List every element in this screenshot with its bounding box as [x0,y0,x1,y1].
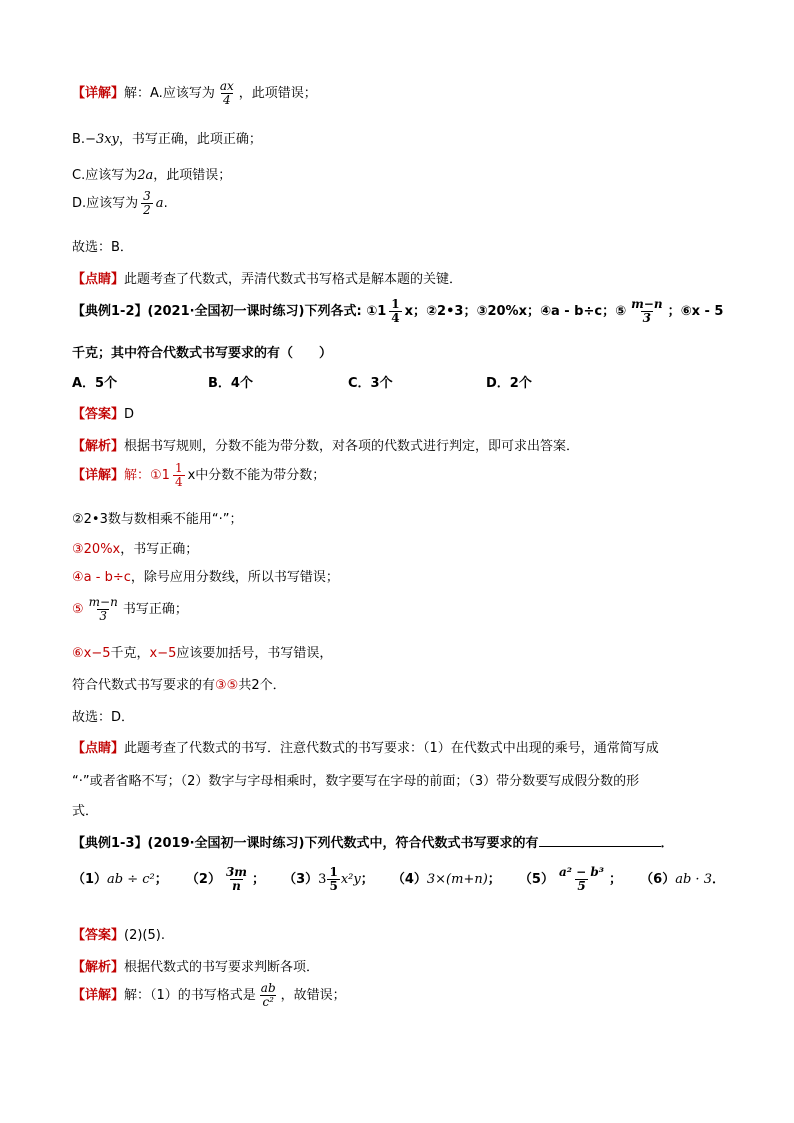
option-b: B．4个 [208,376,253,391]
example-1-3-options: （1）ab ÷ c²； （2） $\frac{3m}{n}$ ； （3） 3 $\frac{1}{5}$ x²y ； （4）3×(m+n)； （5） $\frac{\text{a² − b³}}{5}$ ； （6）ab · 3． [72,865,725,893]
detail-line-final: 【详解】解：（1）的书写格式是 $\frac{ab}{\text{c²}}$ ，故错误； [72,981,346,1009]
point-line-3: 式． [72,804,99,819]
analysis-line: 【解析】根据书写规则，分数不能为带分数，对各项的代数式进行判定，即可求出答案． [72,439,580,454]
fraction: $\frac{3}{2}$ [143,189,151,217]
fraction: $\frac{m-n}{3}$ [631,297,663,325]
option-c: C．3个 [348,376,393,391]
answer-line: 【答案】D [72,407,135,422]
choice-line: 故选：B． [72,240,133,255]
fraction: $\frac{\text{a² − b³}}{5}$ [558,865,605,893]
mixed-fraction: $\frac{1}{4}$ [391,297,400,325]
point-line: 【点睛】此题考查了代数式，弄清代数式书写格式是解本题的关键． [72,272,463,287]
detail-line-a: 【详解】解：A.应该写为 $\frac{ax}{4}$ ，此项错误； [72,79,317,107]
detail-line-2: ②2•3数与数相乘不能用“·”； [72,512,243,527]
detail-tag: 【详解】 [72,86,125,101]
fraction: $\frac{m-n}{3}$ [88,595,118,623]
example-1-2-header: 【典例1-2】(2021·全国初一课时练习)下列各式: ①1 $\frac{1}{4}$ x；②2•3；③20%x；④a - b÷c；⑤ $\frac{m-n}{3}$ ；⑥x - 5 [72,297,724,325]
fraction: $\frac{ab}{\text{c²}}$ [260,981,276,1009]
detail-line-3: ③20%x，书写正确； [72,542,199,557]
mixed-fraction: 3 $\frac{1}{5}$ x²y [318,865,361,893]
detail-line-c: C.应该写为2a，此项错误； [72,168,232,183]
example-1-3-header: 【典例1-3】(2019·全国初一课时练习)下列代数式中，符合代数式书写要求的有 ． [72,832,674,851]
detail-line-d: D.应该写为 $\frac{3}{2}$ a. [72,189,168,217]
detail-line-b: B.−3xy，书写正确，此项正确； [72,132,262,147]
fraction: $\frac{3m}{n}$ [225,865,247,893]
analysis-line-2: 【解析】根据代数式的书写要求判断各项． [72,960,320,975]
answer-line-2: 【答案】(2)(5). [72,928,165,943]
answer-blank[interactable] [539,832,661,847]
detail-line-6: ⑥x−5千克，x−5应该要加括号，书写错误， [72,646,333,661]
detail-line-8: 故选：D． [72,710,135,725]
point-line-2: “·”或者省略不写；（2）数字与字母相乘时，数字要写在字母的前面；（3）带分数要写成假分数的形 [72,774,640,789]
example-1-2-question: 千克；其中符合代数式书写要求的有（ ） [72,346,333,361]
detail-line-1: 【详解】解：①1 $\frac{1}{4}$ x中分数不能为带分数； [72,461,326,489]
mixed-fraction: $\frac{1}{4}$ [174,461,183,489]
option-a: A．5个 [72,376,118,391]
detail-line-5: ⑤ $\frac{m-n}{3}$ 书写正确； [72,595,188,623]
fraction: $\frac{ax}{4}$ [219,79,234,107]
option-d: D．2个 [486,376,532,391]
point-line-1: 【点睛】此题考查了代数式的书写．注意代数式的书写要求：（1）在代数式中出现的乘号，通常简写成 [72,741,659,756]
detail-line-4: ④a - b÷c，除号应用分数线，所以书写错误； [72,570,339,585]
detail-line-7: 符合代数式书写要求的有③⑤共2个． [72,678,286,693]
